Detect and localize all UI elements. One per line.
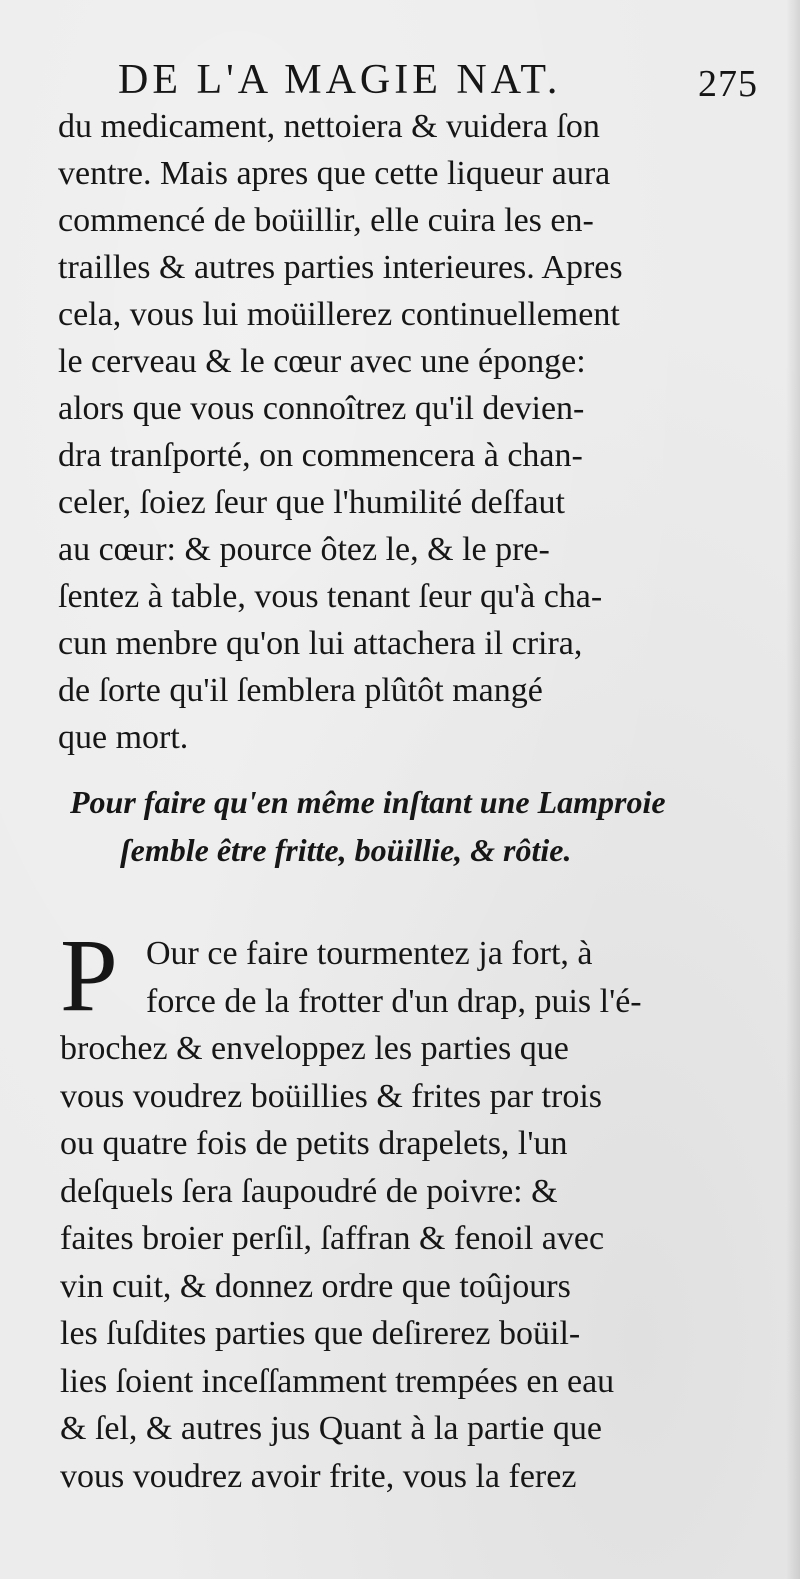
text-line: force de la frotter d'un drap, puis l'é- [146, 982, 642, 1020]
page-header [118, 50, 758, 110]
paragraph-1 [58, 103, 748, 761]
text-line: le cerveau & le cœur avec une éponge: [58, 343, 586, 380]
text-line: du medicament, nettoiera & vuidera ſon [58, 108, 600, 145]
text-line: lies ſoient inceſſamment trempées en eau [60, 1362, 615, 1400]
text-line: au cœur: & pource ôtez le, & le pre- [58, 531, 550, 568]
text-line: cun menbre qu'on lui attachera il crira, [58, 625, 583, 662]
page-number: 275 [698, 63, 758, 105]
text-line: & ſel, & autres jus Quant à la partie que [60, 1410, 602, 1447]
text-line: dra tranſporté, on commencera à chan- [58, 437, 583, 474]
text-line: alors que vous connoîtrez qu'il devien- [58, 390, 585, 427]
text-line: Our ce faire tourmentez ja fort, à [146, 935, 593, 972]
text-line: vous voudrez avoir frite, vous la ferez [60, 1457, 577, 1495]
text-line: celer, ſoiez ſeur que l'humilité deſfaut [58, 484, 565, 521]
section-title-line: ſemble être fritte, boüillie, & rôtie. [120, 832, 572, 868]
text-line: ou quatre fois de petits drapelets, l'un [60, 1125, 568, 1162]
text-line: que mort. [58, 719, 189, 756]
text-line: de ſorte qu'il ſemblera plûtôt mangé [58, 672, 543, 709]
text-line: ſentez à table, vous tenant ſeur qu'à cha- [58, 578, 603, 615]
page-edge-shadow [786, 0, 800, 1579]
text-line: commencé de boüillir, elle cuira les en- [58, 202, 594, 239]
text-line: vous voudrez boüillies & frites par trois [60, 1077, 603, 1115]
text-line: vin cuit, & donnez ordre que toûjours [60, 1267, 571, 1305]
section-title-line: Pour faire qu'en même inſtant une Lamproie [70, 784, 666, 820]
text-line: faites broier perſil, ſaffran & fenoil avec [60, 1220, 605, 1257]
section-title [70, 778, 760, 874]
text-line: ventre. Mais apres que cette liqueur aura [58, 155, 611, 192]
text-line: trailles & autres parties interieures. Apres [58, 249, 623, 286]
drop-cap: P [60, 918, 118, 1033]
text-line: les ſuſdites parties que deſirerez boüil- [60, 1315, 581, 1352]
text-line: deſquels ſera ſaupoudré de poivre: & [60, 1172, 558, 1210]
running-title: DE L'A MAGIE NAT. [118, 57, 562, 103]
paragraph-2 [60, 918, 750, 1500]
text-line: cela, vous lui moüillerez continuellement [58, 296, 620, 333]
text-line: brochez & enveloppez les parties que [60, 1030, 569, 1067]
